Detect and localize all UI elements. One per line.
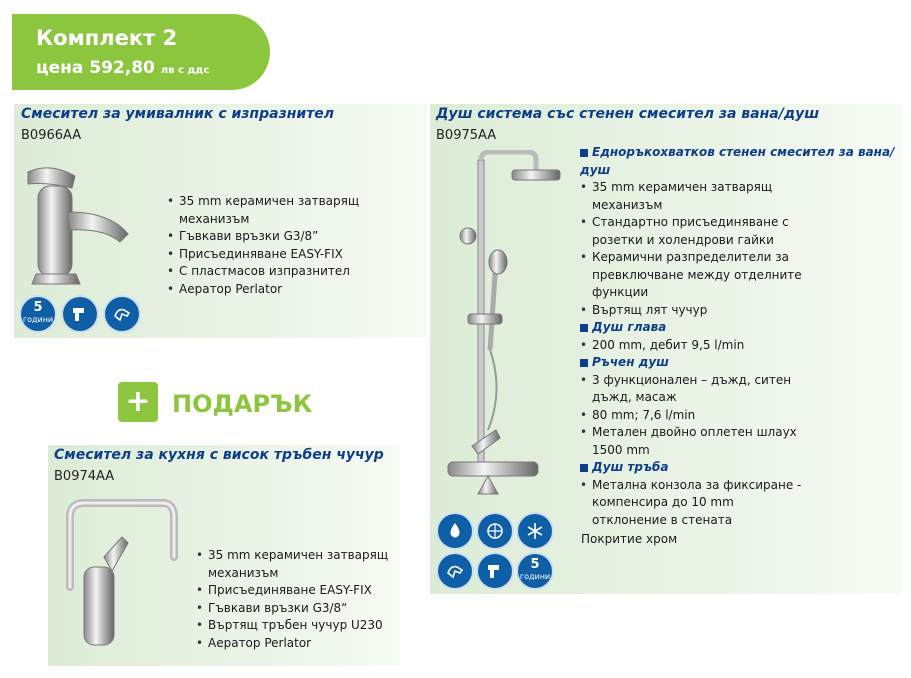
- product-title: Смесител за кухня с висок тръбен чучур: [54, 447, 384, 463]
- feature-item: • Гъвкави връзки G3/8”: [167, 228, 427, 246]
- plus-icon: +: [118, 382, 158, 422]
- section-heading: Душ тръба: [580, 459, 900, 477]
- feature-item: • Стандартно присъединяване с розетки и холендрови гайки: [580, 214, 812, 249]
- faucet-icon: [478, 554, 512, 588]
- hand-icon: [438, 554, 472, 588]
- price-line: цена 592,80 лв с ддс: [36, 58, 210, 78]
- feature-item: • Аератор Perlator: [196, 635, 396, 653]
- snowflake-icon: [518, 514, 552, 548]
- feature-list: [580, 179, 812, 319]
- faucet-icon: [63, 297, 97, 331]
- warranty-years-badge: 5 години: [518, 554, 552, 588]
- feature-item: • Гъвкави връзки G3/8“: [196, 600, 396, 618]
- section-heading: Еднoръкохватков стенен смесител за вана/душ: [580, 145, 895, 177]
- feature-list: [167, 193, 427, 298]
- feature-item: • С пластмасов изпразнител: [167, 263, 427, 281]
- hand-icon: [105, 297, 139, 331]
- price-value: 592,80: [89, 58, 155, 78]
- feature-item: • 200 mm, дебит 9,5 l/min: [580, 337, 812, 355]
- globe-icon: [478, 514, 512, 548]
- product-title: Душ система със стенен смесител за вана/душ: [436, 106, 820, 122]
- product-code: B0974AA: [54, 469, 115, 484]
- bullet-square-icon: [580, 359, 588, 367]
- bullet-square-icon: [580, 464, 588, 472]
- feature-item: • 80 mm; 7,6 l/min: [580, 407, 812, 425]
- spec-column: [580, 144, 900, 529]
- basin-mixer-image: [20, 162, 140, 287]
- feature-item: • 35 mm керамичен затварящ механизъм: [167, 193, 427, 228]
- shower-system-image: [438, 150, 568, 500]
- warranty-years-badge: 5 години: [21, 297, 55, 331]
- feature-item: • Въртящ лят чучур: [580, 302, 812, 320]
- product-code: B0975AA: [436, 128, 497, 143]
- product-panel-shower: [430, 104, 902, 594]
- finish-note: Покритие хром: [581, 532, 678, 546]
- product-title: Смесител за умивалник с изпразнител: [21, 106, 335, 122]
- feature-list: [580, 477, 812, 530]
- feature-item: • 3 функционален – дъжд, ситен дъжд, масаж: [580, 372, 812, 407]
- kitchen-mixer-image: [62, 497, 192, 657]
- feature-item: • 35 mm керамичен затварящ механизъм: [196, 547, 396, 582]
- feature-item: • 35 mm керамичен затварящ механизъм: [580, 179, 812, 214]
- set-title: Комплект 2: [36, 26, 178, 50]
- feature-item: • Керамични разпределители за превключване между отделните функции: [580, 249, 812, 302]
- feature-item: • Метална конзола за фиксиране - компенсира до 10 mm отклонение в стената: [580, 477, 812, 530]
- bullet-square-icon: [580, 324, 588, 332]
- price-unit: лв с ддс: [160, 65, 210, 76]
- feature-list: [580, 372, 812, 460]
- feature-item: • Аератор Perlator: [167, 281, 427, 299]
- feature-item: • Метален двойно оплетен шлаух 1500 mm: [580, 424, 812, 459]
- water-drop-icon: [438, 514, 472, 548]
- product-panel-basin: [14, 104, 426, 338]
- feature-item: • Въртящ тръбен чучур U230: [196, 617, 396, 635]
- bullet-square-icon: [580, 149, 588, 157]
- section-heading: Ръчен душ: [580, 354, 900, 372]
- feature-item: • Присъединяване EASY-FIX: [167, 246, 427, 264]
- feature-list: [196, 547, 396, 652]
- price-banner: [12, 14, 270, 90]
- feature-item: • Присъединяване EASY-FIX: [196, 582, 396, 600]
- gift-label: ПОДАРЪК: [172, 390, 313, 418]
- section-heading: Душ глава: [580, 319, 900, 337]
- product-panel-kitchen: [48, 445, 400, 666]
- feature-list: [580, 337, 812, 355]
- product-code: B0966AA: [21, 128, 82, 143]
